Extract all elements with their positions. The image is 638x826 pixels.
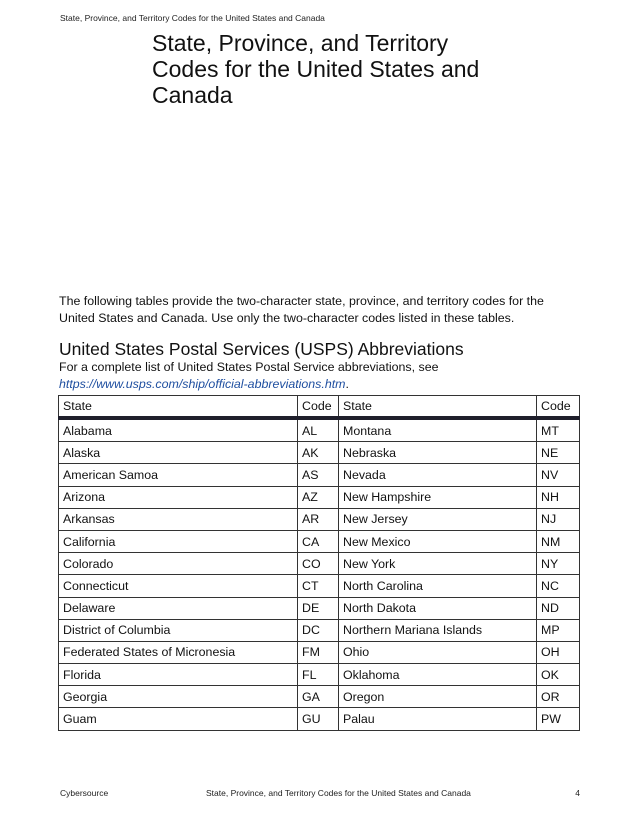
state-cell: New Mexico xyxy=(339,530,537,552)
code-cell: FL xyxy=(298,664,339,686)
code-cell: CO xyxy=(298,553,339,575)
state-cell: Nevada xyxy=(339,464,537,486)
state-cell: Nebraska xyxy=(339,442,537,464)
code-cell: NJ xyxy=(537,508,580,530)
code-cell: NV xyxy=(537,464,580,486)
code-cell: AK xyxy=(298,442,339,464)
section-description-suffix: . xyxy=(345,376,349,391)
state-cell: Montana xyxy=(339,418,537,442)
state-cell: New Jersey xyxy=(339,508,537,530)
footer-brand: Cybersource xyxy=(60,788,109,798)
code-cell: MT xyxy=(537,418,580,442)
table-row xyxy=(59,418,580,442)
column-header-state: State xyxy=(59,396,298,419)
code-cell: NC xyxy=(537,575,580,597)
state-cell: American Samoa xyxy=(59,464,298,486)
state-codes-table xyxy=(58,395,580,731)
page-number: 4 xyxy=(575,788,580,798)
column-header-state: State xyxy=(339,396,537,419)
state-cell: Arkansas xyxy=(59,508,298,530)
state-cell: New Hampshire xyxy=(339,486,537,508)
state-codes-table-container xyxy=(58,395,579,731)
column-header-code: Code xyxy=(298,396,339,419)
state-cell: Northern Mariana Islands xyxy=(339,619,537,641)
state-cell: Georgia xyxy=(59,686,298,708)
table-row xyxy=(59,708,580,730)
state-cell: Oklahoma xyxy=(339,664,537,686)
table-row xyxy=(59,686,580,708)
state-cell: New York xyxy=(339,553,537,575)
state-cell: North Carolina xyxy=(339,575,537,597)
code-cell: ND xyxy=(537,597,580,619)
state-cell: Colorado xyxy=(59,553,298,575)
table-row xyxy=(59,508,580,530)
column-header-code: Code xyxy=(537,396,580,419)
state-cell: Palau xyxy=(339,708,537,730)
state-cell: North Dakota xyxy=(339,597,537,619)
state-cell: Alaska xyxy=(59,442,298,464)
page-title: State, Province, and Territory Codes for the United States and Canada xyxy=(152,30,480,108)
state-cell: District of Columbia xyxy=(59,619,298,641)
table-row xyxy=(59,442,580,464)
code-cell: NH xyxy=(537,486,580,508)
table-row xyxy=(59,553,580,575)
state-cell: Delaware xyxy=(59,597,298,619)
state-cell: Ohio xyxy=(339,641,537,663)
code-cell: AS xyxy=(298,464,339,486)
table-row xyxy=(59,530,580,552)
code-cell: GA xyxy=(298,686,339,708)
code-cell: GU xyxy=(298,708,339,730)
section-heading: United States Postal Services (USPS) Abbreviations xyxy=(59,339,464,359)
table-body xyxy=(59,418,580,730)
code-cell: OH xyxy=(537,641,580,663)
code-cell: DC xyxy=(298,619,339,641)
state-cell: Oregon xyxy=(339,686,537,708)
code-cell: OR xyxy=(537,686,580,708)
running-header: State, Province, and Territory Codes for the United States and Canada xyxy=(60,13,325,23)
footer-title: State, Province, and Territory Codes for the United States and Canada xyxy=(206,788,471,798)
state-cell: Alabama xyxy=(59,418,298,442)
table-row xyxy=(59,597,580,619)
section-description xyxy=(59,359,579,392)
code-cell: AR xyxy=(298,508,339,530)
table-row xyxy=(59,575,580,597)
code-cell: NM xyxy=(537,530,580,552)
table-row xyxy=(59,464,580,486)
section-description-text: For a complete list of United States Postal Service abbreviations, see xyxy=(59,360,439,374)
code-cell: CT xyxy=(298,575,339,597)
table-row xyxy=(59,619,580,641)
code-cell: MP xyxy=(537,619,580,641)
state-cell: Federated States of Micronesia xyxy=(59,641,298,663)
usps-abbreviations-link[interactable]: https://www.usps.com/ship/official-abbreviations.htm xyxy=(59,376,346,391)
code-cell: OK xyxy=(537,664,580,686)
state-cell: Connecticut xyxy=(59,575,298,597)
code-cell: AZ xyxy=(298,486,339,508)
table-row xyxy=(59,664,580,686)
state-cell: Arizona xyxy=(59,486,298,508)
state-cell: Florida xyxy=(59,664,298,686)
table-row xyxy=(59,486,580,508)
code-cell: PW xyxy=(537,708,580,730)
state-cell: California xyxy=(59,530,298,552)
code-cell: NE xyxy=(537,442,580,464)
code-cell: CA xyxy=(298,530,339,552)
state-cell: Guam xyxy=(59,708,298,730)
code-cell: DE xyxy=(298,597,339,619)
code-cell: NY xyxy=(537,553,580,575)
table-header-row xyxy=(59,396,580,419)
code-cell: FM xyxy=(298,641,339,663)
table-row xyxy=(59,641,580,663)
code-cell: AL xyxy=(298,418,339,442)
intro-paragraph: The following tables provide the two-character state, province, and territory codes for the United States and Canada. Use only the two-character codes listed in these tables. xyxy=(59,294,544,325)
